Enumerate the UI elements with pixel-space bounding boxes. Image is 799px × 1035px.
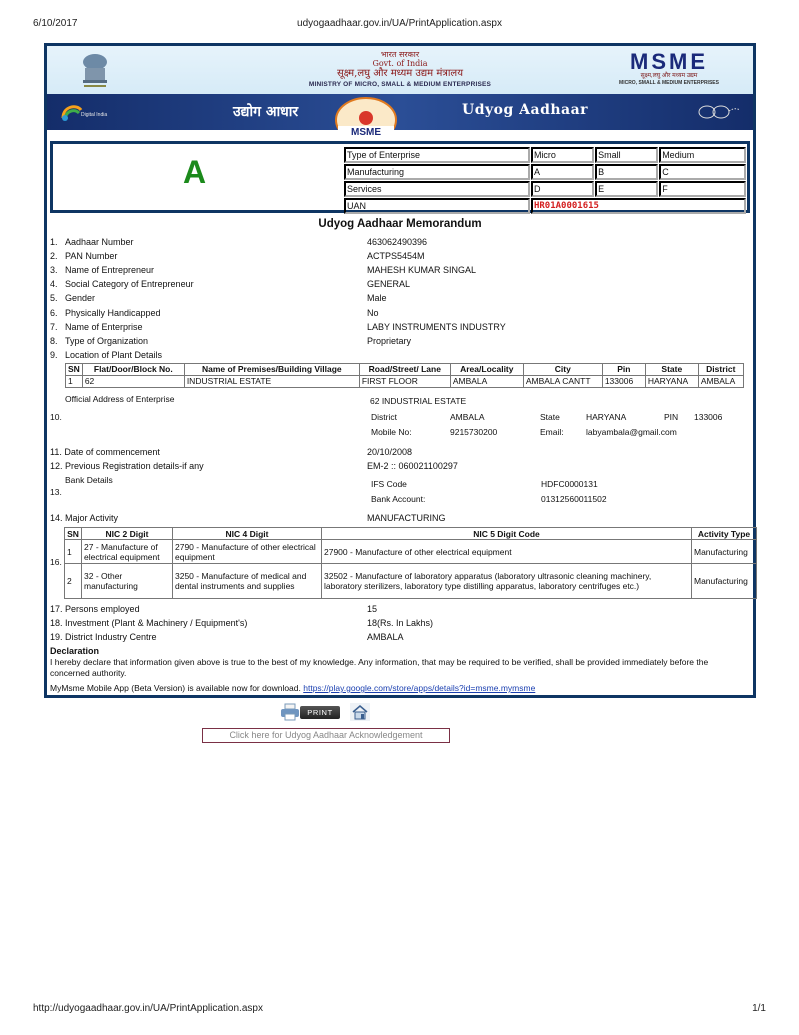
ministry-hindi: सूक्ष्म,लघु और मध्यम उद्यम मंत्रालय <box>336 68 464 79</box>
field-value: MANUFACTURING <box>367 513 446 523</box>
nic-code-table <box>64 527 757 599</box>
acknowledgement-button[interactable]: Click here for Udyog Aadhaar Acknowledgement <box>202 728 450 743</box>
enterprise-category-letter: A <box>183 154 207 190</box>
address-line: 62 INDUSTRIAL ESTATE <box>370 396 467 406</box>
table-cell: 1 <box>66 376 83 388</box>
table-row <box>344 181 746 197</box>
field-label: Persons employed <box>65 604 140 614</box>
field-value: GENERAL <box>367 279 411 289</box>
udyog-aadhaar-logo-icon <box>330 96 402 136</box>
digital-india-logo <box>59 100 119 124</box>
column-header: City <box>523 364 602 376</box>
table-cell: Micro <box>531 147 594 163</box>
udyog-aadhaar-banner <box>47 94 753 136</box>
field-number: 11. <box>50 447 62 457</box>
table-cell: C <box>659 164 746 180</box>
field-major-activity <box>50 512 118 524</box>
table-cell: Medium <box>659 147 746 163</box>
field-number: 9. <box>50 350 58 360</box>
field-number: 10. <box>50 412 62 422</box>
table-cell: B <box>595 164 658 180</box>
national-emblem-icon <box>75 52 115 90</box>
field-value: No <box>367 308 379 318</box>
field-label: Social Category of Entrepreneur <box>65 279 194 289</box>
field-investment <box>50 617 247 629</box>
field-label: Gender <box>65 293 96 303</box>
field-previous-registration <box>50 460 204 472</box>
table-row <box>344 147 746 163</box>
plant-location-table <box>65 363 744 388</box>
email-label: Email: <box>540 427 564 437</box>
account-label: Bank Account: <box>371 494 426 504</box>
field-organization-type <box>50 335 148 347</box>
table-cell: AMBALA <box>698 376 743 388</box>
district-value: AMBALA <box>450 412 485 422</box>
table-cell: Manufacturing <box>692 540 757 564</box>
table-cell: AMBALA CANTT <box>523 376 602 388</box>
field-number: 17. <box>50 604 63 614</box>
field-value: Proprietary <box>367 336 412 346</box>
mobile-label: Mobile No: <box>371 427 412 437</box>
official-address-label: Official Address of Enterprise <box>65 394 175 404</box>
table-cell: 1 <box>65 540 82 564</box>
table-cell: 27 - Manufacture of electrical equipment <box>82 540 173 564</box>
msme-logo-word: MSME <box>630 49 708 74</box>
table-cell: 2790 - Manufacture of other electrical equipment <box>173 540 322 564</box>
email-value: labyambala@gmail.com <box>586 427 677 437</box>
table-cell: Manufacturing <box>692 564 757 599</box>
print-button[interactable] <box>280 703 342 721</box>
field-number: 12. <box>50 461 63 471</box>
field-label: Investment (Plant & Machinery / Equipment's) <box>65 618 248 628</box>
field-value: MAHESH KUMAR SINGAL <box>367 265 477 275</box>
column-header: NIC 2 Digit <box>82 528 173 540</box>
column-header: SN <box>65 528 82 540</box>
field-plant-location <box>50 349 162 361</box>
field-gender <box>50 292 95 304</box>
field-label: Date of commencement <box>64 447 160 457</box>
field-value: 20/10/2008 <box>367 447 413 457</box>
column-header: State <box>645 364 698 376</box>
table-row <box>65 540 757 564</box>
table-header-row <box>65 528 757 540</box>
field-label: Location of Plant Details <box>65 350 163 360</box>
field-number: 7. <box>50 322 58 332</box>
field-social-category <box>50 278 194 290</box>
column-header: Name of Premises/Building Village <box>184 364 359 376</box>
field-number: 6. <box>50 308 58 318</box>
ministry-banner <box>47 46 753 94</box>
enterprise-type-table <box>343 146 747 215</box>
column-header: Area/Locality <box>450 364 523 376</box>
field-label: Type of Organization <box>65 336 149 346</box>
field-number: 14. <box>50 513 63 523</box>
table-row <box>344 164 746 180</box>
field-persons-employed <box>50 603 140 615</box>
field-entrepreneur-name <box>50 264 154 276</box>
mobile-value: 9215730200 <box>450 427 498 437</box>
ifs-value: HDFC0000131 <box>541 479 598 489</box>
table-cell: 62 <box>82 376 184 388</box>
field-label: PAN Number <box>65 251 118 261</box>
field-label: Name of Enterprise <box>65 322 143 332</box>
field-label: Major Activity <box>65 513 119 523</box>
field-label: Name of Entrepreneur <box>65 265 155 275</box>
table-cell: 3250 - Manufacture of medical and dental instruments and supplies <box>173 564 322 599</box>
udyog-aadhaar-hindi: उद्योग आधार <box>233 104 299 120</box>
table-cell: FIRST FLOOR <box>359 376 450 388</box>
ministry-title <box>227 50 573 89</box>
field-commencement <box>50 446 160 458</box>
table-cell: F <box>659 181 746 197</box>
table-cell: HARYANA <box>645 376 698 388</box>
field-number: 2. <box>50 251 58 261</box>
column-header: SN <box>66 364 83 376</box>
state-label: State <box>540 412 560 422</box>
print-url: udyogaadhaar.gov.in/UA/PrintApplication.aspx <box>297 18 502 29</box>
field-number: 19. <box>50 632 63 642</box>
field-value: EM-2 :: 060021100297 <box>367 461 458 471</box>
table-cell: Type of Enterprise <box>344 147 530 163</box>
memorandum-title: Udyog Aadhaar Memorandum <box>318 218 482 230</box>
page-number: 1/1 <box>752 1003 766 1014</box>
mobile-app-link[interactable]: https://play.google.com/store/apps/details?id=msme.mymsme <box>303 683 536 693</box>
table-row <box>65 564 757 599</box>
field-value: Male <box>367 293 387 303</box>
print-date: 6/10/2017 <box>33 18 78 29</box>
swachh-bharat-icon <box>691 103 741 123</box>
field-number: 13. <box>50 487 62 497</box>
digital-india-text: Digital India <box>81 112 108 118</box>
table-cell: INDUSTRIAL ESTATE <box>184 376 359 388</box>
printer-icon <box>280 703 300 721</box>
table-cell: D <box>531 181 594 197</box>
table-cell: Small <box>595 147 658 163</box>
pin-value: 133006 <box>694 412 723 422</box>
digital-india-icon <box>59 100 83 124</box>
field-number: 8. <box>50 336 58 346</box>
column-header: Activity Type <box>692 528 757 540</box>
column-header: NIC 5 Digit Code <box>322 528 692 540</box>
table-cell: A <box>531 164 594 180</box>
ifs-label: IFS Code <box>371 479 407 489</box>
pin-label: PIN <box>664 412 679 422</box>
home-button[interactable] <box>350 703 370 721</box>
msme-logo-hindi: सूक्ष्म,लघु और मध्यम उद्यम <box>640 73 698 79</box>
ministry-english: MINISTRY OF MICRO, SMALL & MEDIUM ENTERPRISES <box>308 81 492 88</box>
field-physically-handicapped <box>50 307 161 319</box>
mobile-app-text: MyMsme Mobile App (Beta Version) is available now for download. <box>50 683 301 693</box>
column-header: District <box>698 364 743 376</box>
table-row <box>66 376 744 388</box>
declaration-title: Declaration <box>50 646 100 656</box>
table-cell: 32 - Other manufacturing <box>82 564 173 599</box>
bank-details-label: Bank Details <box>65 475 113 485</box>
table-cell: 133006 <box>602 376 645 388</box>
column-header: NIC 4 Digit <box>173 528 322 540</box>
field-enterprise-name <box>50 321 143 333</box>
field-value: 463062490396 <box>367 237 428 247</box>
field-pan-number <box>50 250 117 262</box>
table-cell: 27900 - Manufacture of other electrical equipment <box>322 540 692 564</box>
account-value: 01312560011502 <box>541 494 607 504</box>
msme-logo <box>599 51 739 86</box>
field-label: District Industry Centre <box>65 632 157 642</box>
field-number: 1. <box>50 237 58 247</box>
ua-logo-sub: MSME <box>351 127 381 136</box>
field-number: 4. <box>50 279 58 289</box>
table-row <box>344 198 746 214</box>
enterprise-classification <box>50 141 750 213</box>
field-number: 3. <box>50 265 58 275</box>
field-district-industry-centre <box>50 631 157 643</box>
field-value: 18(Rs. In Lakhs) <box>367 618 434 628</box>
table-cell: AMBALA <box>450 376 523 388</box>
field-number: 5. <box>50 293 58 303</box>
field-label: Previous Registration details-if any <box>65 461 204 471</box>
gov-hindi: भारत सरकार <box>380 50 420 59</box>
msme-logo-english: MICRO, SMALL & MEDIUM ENTERPRISES <box>619 80 719 86</box>
column-header: Flat/Door/Block No. <box>82 364 184 376</box>
memorandum-frame <box>44 43 756 698</box>
field-label: Physically Handicapped <box>65 308 161 318</box>
udyog-aadhaar-english: Udyog Aadhaar <box>462 102 589 118</box>
home-icon <box>350 703 370 721</box>
column-header: Road/Street/ Lane <box>359 364 450 376</box>
field-value: 15 <box>367 604 378 614</box>
uan-label: UAN <box>344 198 530 214</box>
print-header <box>33 18 766 32</box>
table-cell: E <box>595 181 658 197</box>
state-value: HARYANA <box>586 412 627 422</box>
field-number: 16. <box>50 557 62 567</box>
field-number: 18. <box>50 618 63 628</box>
table-cell: Services <box>344 181 530 197</box>
uan-value: HR01A0001615 <box>531 198 746 214</box>
table-header-row <box>66 364 744 376</box>
field-aadhaar-number <box>50 236 134 248</box>
table-cell: 2 <box>65 564 82 599</box>
district-label: District <box>371 412 397 422</box>
footer-url: http://udyogaadhaar.gov.in/UA/PrintApplication.aspx <box>33 1003 263 1014</box>
table-cell: 32502 - Manufacture of laboratory apparatus (laboratory ultrasonic cleaning machinery, laboratory sterilizers, laboratory type distilling apparatus, laboratory centrifuges etc.) <box>322 564 692 599</box>
declaration-text: I hereby declare that information given above is true to the best of my knowledge. Any information, that may be required to be verified, shall be provided immediately before the concerned authority. <box>50 657 709 678</box>
print-label: PRINT <box>300 706 340 719</box>
field-value: LABY INSTRUMENTS INDUSTRY <box>367 322 506 332</box>
gov-english: Govt. of India <box>372 59 428 68</box>
table-cell: Manufacturing <box>344 164 530 180</box>
mobile-app-notice <box>50 683 535 693</box>
field-label: Aadhaar Number <box>65 237 134 247</box>
field-value: AMBALA <box>367 632 404 642</box>
field-value: ACTPS5454M <box>367 251 425 261</box>
column-header: Pin <box>602 364 645 376</box>
